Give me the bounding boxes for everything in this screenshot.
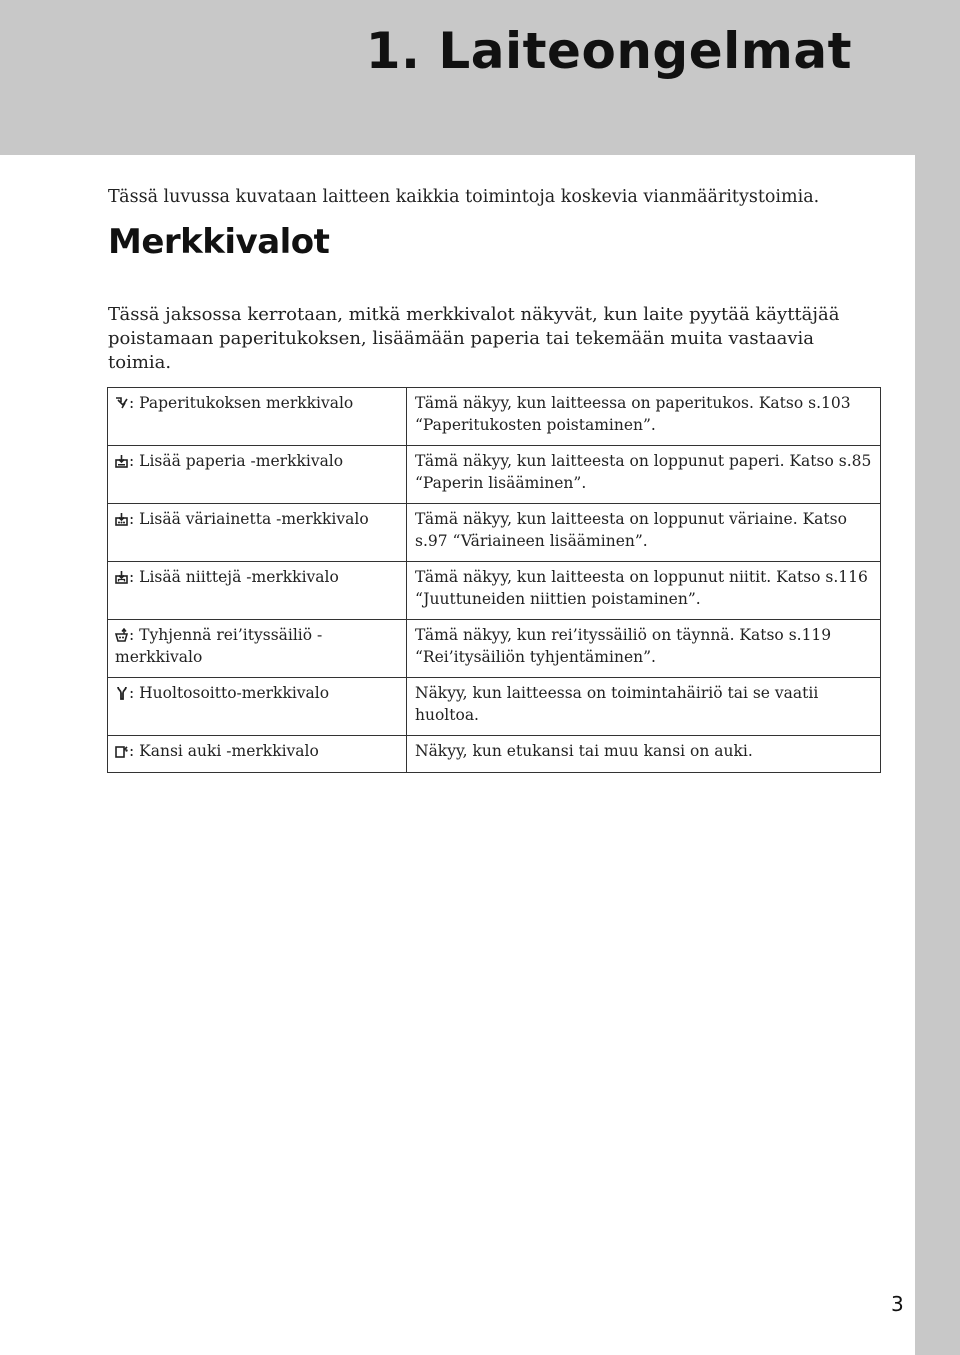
indicator-label: : Lisää niittejä -merkkivalo	[129, 568, 339, 586]
indicator-description: Näkyy, kun laitteessa on toimintahäiriö tai se vaatii huoltoa.	[407, 678, 881, 736]
chapter-header	[0, 0, 960, 155]
indicator-description: Näkyy, kun etukansi tai muu kansi on auki.	[407, 736, 881, 773]
indicator-description: Tämä näkyy, kun rei’ityssäiliö on täynnä. Katso s.119 “Rei’itysäiliön tyhjentäminen”.	[407, 620, 881, 678]
add-toner-icon	[115, 512, 128, 526]
table-row	[108, 562, 881, 620]
indicator-description: Tämä näkyy, kun laitteesta on loppunut väriaine. Katso s.97 “Väriaineen lisääminen”.	[407, 504, 881, 562]
indicator-label: : Paperitukoksen merkkivalo	[129, 394, 354, 412]
add-paper-icon	[115, 454, 128, 468]
indicator-cell	[108, 504, 407, 562]
indicator-label: : Tyhjennä rei’ityssäiliö -merkkivalo	[115, 626, 323, 666]
table-row	[108, 678, 881, 736]
indicator-description: Tämä näkyy, kun laitteessa on paperitukos. Katso s.103 “Paperitukosten poistaminen”.	[407, 388, 881, 446]
indicator-label: : Lisää väriainetta -merkkivalo	[129, 510, 369, 528]
indicator-table	[107, 387, 881, 773]
indicator-cell	[108, 446, 407, 504]
indicator-description: Tämä näkyy, kun laitteesta on loppunut niitit. Katso s.116 “Juuttuneiden niittien poistaminen”.	[407, 562, 881, 620]
table-row	[108, 736, 881, 773]
indicator-cell	[108, 678, 407, 736]
table-row	[108, 446, 881, 504]
table-row	[108, 504, 881, 562]
intro-text: Tässä luvussa kuvataan laitteen kaikkia toimintoja koskevia vianmääritystoimia.	[108, 187, 820, 207]
empty-punch-box-icon	[115, 628, 128, 642]
indicator-cell	[108, 736, 407, 773]
section-paragraph: Tässä jaksossa kerrotaan, mitkä merkkivalot näkyvät, kun laite pyytää käyttäjää poistamaan paperitukoksen, lisäämään paperia tai tekemään muita vastaavia toimia.	[108, 304, 840, 373]
add-staples-icon	[115, 570, 128, 584]
table-row	[108, 388, 881, 446]
indicator-cell	[108, 388, 407, 446]
indicator-label: : Lisää paperia -merkkivalo	[129, 452, 344, 470]
chapter-title: 1. Laiteongelmat	[365, 22, 852, 80]
service-call-icon	[115, 686, 128, 700]
indicator-label: : Huoltosoitto-merkkivalo	[129, 684, 330, 702]
indicator-description: Tämä näkyy, kun laitteesta on loppunut paperi. Katso s.85 “Paperin lisääminen”.	[407, 446, 881, 504]
indicator-cell	[108, 620, 407, 678]
page-number: 3	[891, 1292, 904, 1316]
paper-jam-icon	[115, 396, 128, 410]
cover-open-icon	[115, 744, 128, 758]
table-row	[108, 620, 881, 678]
section-heading: Merkkivalot	[108, 222, 330, 262]
indicator-cell	[108, 562, 407, 620]
page-edge-strip	[915, 155, 960, 1355]
indicator-label: : Kansi auki -merkkivalo	[129, 742, 319, 760]
